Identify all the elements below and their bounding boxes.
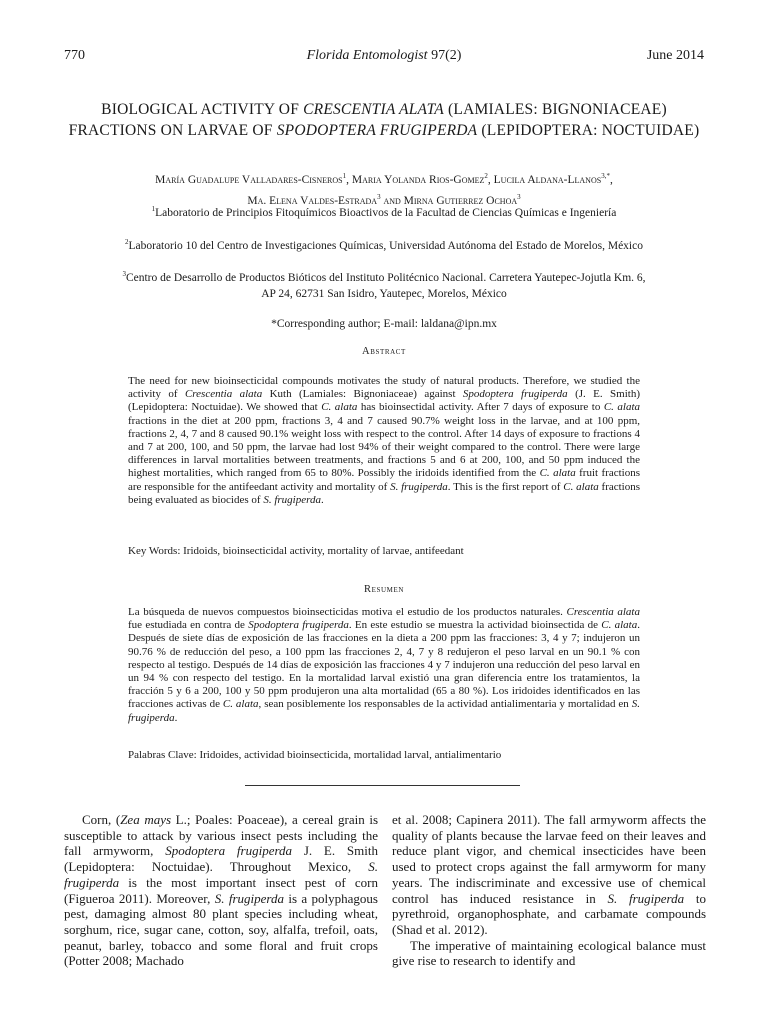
author-affiliation-mark: 3: [377, 192, 381, 201]
affiliation-text: Laboratorio 10 del Centro de Investigaciones Químicas, Universidad Autónoma del Estado de Morelos, México: [128, 239, 643, 252]
affiliation-text: Laboratorio de Principios Fitoquímicos Bioactivos de la Facultad de Ciencias Químicas e Ingeniería: [155, 206, 617, 219]
palabras-clave: Palabras Clave: Iridoides, actividad bioinsecticida, mortalidad larval, antialimentario: [128, 749, 502, 761]
affiliation-mark: 3: [122, 270, 126, 278]
body-column-right: [392, 812, 706, 969]
journal-name: Florida Entomologist: [306, 48, 428, 63]
journal-volume: 97(2): [431, 48, 462, 63]
issue-date: June 2014: [646, 48, 704, 63]
title-text: BIOLOGICAL ACTIVITY OF: [101, 101, 304, 118]
affiliation-2: [60, 234, 708, 254]
affiliation-3: [60, 266, 708, 302]
abstract-text: The need for new bioinsecticidal compounds motivates the study of natural products. Therefore, we studied the activity of Crescentia alata Kuth (Lamiales: Bignoniaceae) against Spodoptera frugiperda (J. E. Smith) (Lepidoptera: Noctuidae). We showed that C. alata has bioinsectidal activity. After 7 days of exposure to C. alata fractions in the diet at 200 ppm, fractions 3, 4 and 7 caused 90.7% weight loss in the larvae, and at 100 ppm, fractions 2, 4, 7 and 8 caused 90.1% weight loss with respect to the control. After 14 days of exposure to fractions 4 and 7 at 200, 100, and 50 ppm, the larvae had lost 94% of their weight compared to the control. There were large differences in larval mortalities between treatments, and fractions 5 and 6 at 200, 100, and 50 ppm induced the highest mortalities, which ranged from 65 to 80%. Possibly the iridoids identified from the C. alata fruit fractions are responsible for the antifeedant activity and mortality of S. frugiperda. This is the first report of C. alata fractions being evaluated as biocides of S. frugiperda.: [128, 375, 641, 506]
author-affiliation-mark: 1: [342, 172, 347, 180]
section-divider: [245, 785, 520, 786]
author-name: Lucila Aldana-Llanos: [493, 173, 602, 186]
corresponding-author: *Corresponding author; E-mail: laldana@ipn.mx: [271, 318, 497, 330]
title-species: SPODOPTERA FRUGIPERDA: [276, 122, 478, 139]
author-conjunction: and: [383, 194, 401, 207]
author-affiliation-mark: 3: [517, 192, 521, 201]
article-title: [60, 99, 708, 141]
abstract-heading: Abstract: [362, 346, 406, 357]
author-name: Maria Yolanda Rios-Gomez: [351, 173, 485, 186]
author-name: Mirna Gutierrez Ochoa: [403, 194, 518, 207]
author-affiliation-mark: 3,*: [601, 172, 610, 180]
affiliation-mark: 1: [151, 205, 156, 213]
body-column-left: Corn, (Zea mays L.; Poales: Poaceae), a cereal grain is susceptible to attack by various insect pests including the fall armyworm, Spodoptera frugiperda J. E. Smith (Lepidoptera: Noctuidae). Throughout Mexico, S. frugiperda is the most important insect pest of corn (Figueroa 2011). Moreover, S. frugiperda is a polyphagous pest, damaging almost 80 plant species including wheat, sorghum, rice, sugar cane, cotton, soy, alfalfa, trefoil, oats, peanut, barley, tobacco and some floral and fruit crops (Potter 2008; Machado: [64, 812, 379, 969]
title-text: (LAMIALES: BIGNONIACEAE) FRACTIONS ON LARVAE OF: [68, 101, 667, 139]
title-text: (LEPIDOPTERA: NOCTUIDAE): [477, 122, 700, 139]
author-name: Ma. Elena Valdes-Estrada: [247, 194, 378, 207]
resumen-heading: Resumen: [364, 584, 404, 595]
affiliation-1: [60, 201, 708, 221]
author-name: María Guadalupe Valladares-Cisneros: [155, 173, 343, 186]
author-affiliation-mark: 2: [484, 172, 488, 180]
body-paragraph: et al. 2008; Capinera 2011). The fall armyworm affects the quality of plants because the larvae feed on their leaves and reduce plant vigor, and chemical insecticides have been used to protect crops against the fall armyworm for many years. The indiscriminate and excessive use of chemical control has induced resistance in S. frugiperda to pyrethroid, organophosphate, and carbamate compounds (Shad et al. 2012).: [392, 812, 706, 937]
author-list: María Guadalupe Valladares-Cisneros$^1$, Maria Yolanda Rios-Gomez$^2$, Lucila Aldana-Llanos$^{3,*}$, Ma. Elena Valdes-Estrada$^3$ and Mirna Gutierrez Ochoa$^3$: [155, 172, 613, 207]
body-paragraph: The imperative of maintaining ecological balance must give rise to research to identify and: [392, 937, 706, 969]
affiliation-text: Centro de Desarrollo de Productos Bióticos del Instituto Politécnico Nacional. Carretera Yautepec-Jojutla Km. 6,: [125, 271, 646, 284]
title-species: CRESCENTIA ALATA: [303, 101, 444, 118]
resumen-text: La búsqueda de nuevos compuestos bioinsecticidas motiva el estudio de los productos naturales. Crescentia alata fue estudiada en contra de Spodoptera frugiperda. En este estudio se muestra la actividad bioinsectida de C. alata. Después de siete días de exposición de las fracciones en la dieta a 200 ppm las fracciones: 3, 4 y 7; indujeron un 90.76 % de reducción del peso, a 100 ppm las fracciones 2, 4, 7 y 8 redujeron el peso larval en un 90.1 % con respecto al testigo. Después de 14 días de exposición las fracciones 4 y 7 indujeron una reducción del peso larval en un 94 % con respecto del testigo. En la mortalidad larval existió una gran diferencia entre los tratamientos, la fracción 5 y 6 a 200, 100 y 50 ppm produjeron una alta mortalidad (65 a 80 %). Los iridoides identificados en las fracciones activas de C. alata, sean posiblemente los responsables de la actividad antialimentaria y mortalidad en S. frugiperda.: [128, 606, 640, 724]
affiliation-text: AP 24, 62731 San Isidro, Yautepec, Morelos, México: [261, 287, 507, 300]
page-number: 770: [64, 48, 85, 63]
affiliation-mark: 2: [124, 238, 129, 246]
keywords: Key Words: Iridoids, bioinsecticidal activity, mortality of larvae, antifeedant: [128, 545, 464, 557]
